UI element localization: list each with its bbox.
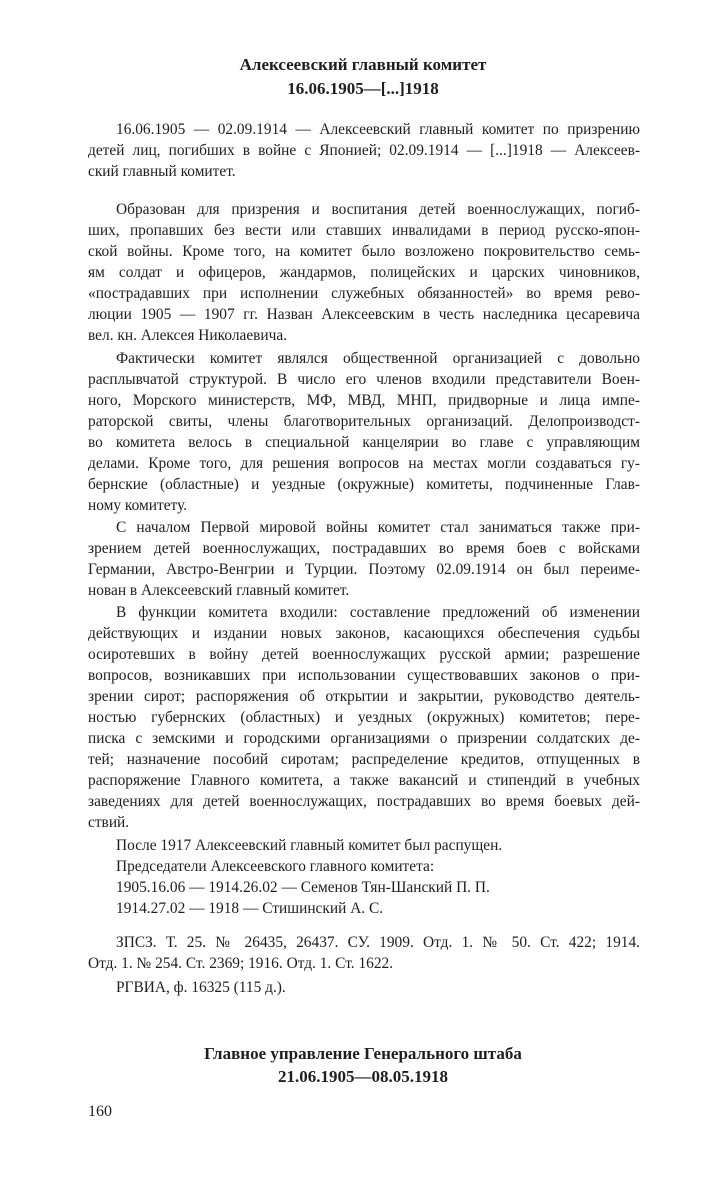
archive-reference: РГВИА, ф. 16325 (115 д.). xyxy=(116,979,286,996)
chairs-heading: Председатели Алексеевского главного комитета: xyxy=(116,858,435,875)
p4-line-3: осиротевших в войну детей военнослужащих русской армии; разрешение xyxy=(88,646,640,663)
section2-title: Главное управление Генерального штаба xyxy=(204,1044,522,1063)
p2-line-1: Фактически комитет являлся общественной организацией с довольно xyxy=(116,350,640,367)
p4-line-8: тей; назначение пособий сиротам; распределение кредитов, отпущенных в xyxy=(88,751,640,768)
p2-line-2: расплывчатой структурой. В число его членов входили представители Воен- xyxy=(88,371,640,388)
dissolution-text: После 1917 Алексеевский главный комитет был распущен. xyxy=(116,837,503,854)
names-line-3: ский главный комитет. xyxy=(88,163,236,180)
p1-line-1: Образован для призрения и воспитания детей военнослужащих, погиб- xyxy=(116,201,640,218)
p1-line-3: ской войны. Кроме того, на комитет было возложено покровительство семь- xyxy=(88,243,640,260)
p3-line-2: зрением детей военнослужащих, пострадавших во время боев с войсками xyxy=(88,540,640,557)
sources-line-1: ЗПСЗ. Т. 25. № 26435, 26437. СУ. 1909. Отд. 1. № 50. Ст. 422; 1914. xyxy=(116,934,640,951)
section1-dates: 16.06.1905—[...]1918 xyxy=(287,79,439,98)
p1-line-7: вел. кн. Алексея Николаевича. xyxy=(88,327,288,344)
p1-line-5: «пострадавших при исполнении служебных обязанностей» во время рево- xyxy=(88,285,640,302)
p3-line-1: С началом Первой мировой войны комитет стал заниматься также при- xyxy=(116,519,640,536)
p4-line-4: вопросов, возникавших при использовании существовавших законов о при- xyxy=(88,667,640,684)
p4-line-9: распоряжение Главного комитета, а также вакансий и стипендий в учебных xyxy=(88,772,640,789)
p3-line-4: нован в Алексеевский главный комитет. xyxy=(88,582,350,599)
p1-line-2: ших, пропавших без вести или ставших инвалидами в период русско-япон- xyxy=(88,222,640,239)
p4-line-1: В функции комитета входили: составление предложений об изменении xyxy=(116,604,640,621)
p2-line-8: ному комитету. xyxy=(88,497,188,514)
p4-line-10: заведениях для детей военнослужащих, пострадавших во время боевых дей- xyxy=(88,793,640,810)
p4-line-2: действующих и издании новых законов, касающихся обеспечения судьбы xyxy=(88,625,640,642)
chair-2: 1914.27.02 — 1918 — Стишинский А. С. xyxy=(116,900,384,917)
names-line-2: детей лиц, погибших в войне с Японией; 02.09.1914 — [...]1918 — Алексеев- xyxy=(88,142,640,159)
p1-line-6: люции 1905 — 1907 гг. Назван Алексеевским в честь наследника цесаревича xyxy=(88,306,640,323)
names-line-1: 16.06.1905 — 02.09.1914 — Алексеевский главный комитет по призрению xyxy=(116,121,640,138)
p2-line-3: ного, Морского министерств, МФ, МВД, МНП, придворные и лица импе- xyxy=(88,392,640,409)
p3-line-3: Германии, Австро-Венгрии и Турции. Поэтому 02.09.1914 он был переиме- xyxy=(88,561,640,578)
p2-line-5: во комитета велось в специальной канцелярии во главе с управляющим xyxy=(88,434,640,451)
p4-line-7: писка с земскими и городскими организациями о призрении солдатских де- xyxy=(88,730,640,747)
p1-line-4: ям солдат и офицеров, жандармов, полицейских и царских чиновников, xyxy=(88,264,640,281)
sources-line-2: Отд. 1. № 254. Ст. 2369; 1916. Отд. 1. Ст. 1622. xyxy=(88,955,394,972)
section2-dates: 21.06.1905—08.05.1918 xyxy=(278,1067,448,1086)
p2-line-7: бернские (областные) и уездные (окружные) комитеты, подчиненные Глав- xyxy=(88,476,640,493)
p4-line-6: ностью губернских (областных) и уездных (окружных) комитетов; пере- xyxy=(88,709,640,726)
chair-1: 1905.16.06 — 1914.26.02 — Семенов Тян-Шанский П. П. xyxy=(116,879,490,896)
p4-line-5: зрении сирот; распоряжения об открытии и закрытии, руководство деятель- xyxy=(88,688,640,705)
p4-line-11: ствий. xyxy=(88,814,130,831)
p2-line-4: раторской свиты, члены благотворительных организаций. Делопроизводст- xyxy=(88,413,640,430)
section1-title: Алексеевский главный комитет xyxy=(239,55,487,74)
page-number: 160 xyxy=(88,1103,112,1120)
p2-line-6: делами. Кроме того, для решения вопросов на местах могли создаваться гу- xyxy=(88,455,640,472)
